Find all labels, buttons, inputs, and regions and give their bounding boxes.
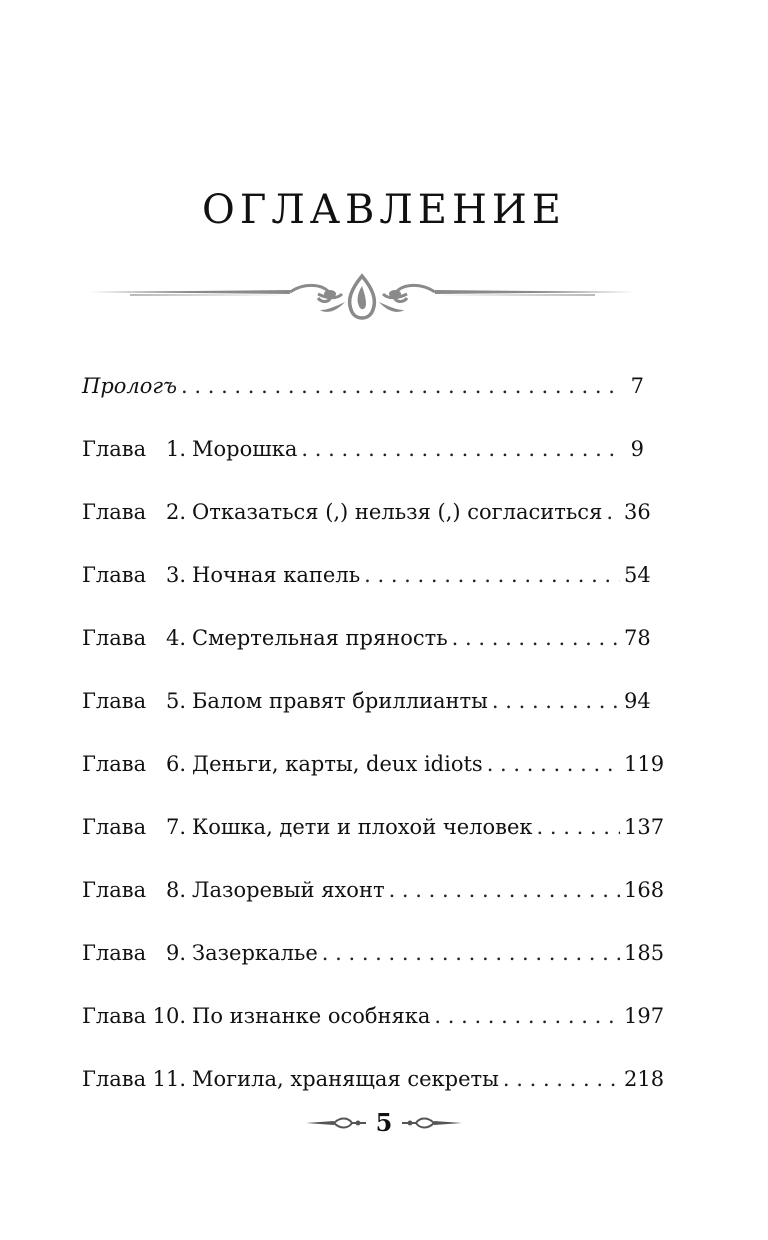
toc-entry bbox=[82, 985, 665, 1048]
toc-entry-page: 9 bbox=[630, 437, 644, 461]
toc-entry-page: 36 bbox=[624, 500, 651, 524]
toc-entry-page: 218 bbox=[624, 1067, 665, 1091]
toc-entry-page: 7 bbox=[630, 374, 644, 398]
toc-entry-label: Кошка, дети и плохой человек bbox=[192, 815, 533, 839]
dot-leader bbox=[492, 670, 620, 733]
page-number: 5 bbox=[375, 1108, 393, 1137]
toc-entry bbox=[82, 1048, 665, 1111]
toc-entry-page: 78 bbox=[624, 626, 651, 650]
toc-entry-prefix: Глава bbox=[82, 500, 147, 524]
toc-entry-label: Смертельная пряность bbox=[192, 626, 448, 650]
toc-entry-label: Прологъ bbox=[82, 374, 178, 398]
toc-entry-number: 7. bbox=[165, 815, 186, 839]
flourish-right-icon bbox=[402, 1115, 462, 1131]
toc-entry-prefix: Глава bbox=[82, 815, 147, 839]
toc-entry-page: 168 bbox=[624, 878, 665, 902]
toc-entry-prefix: Глава bbox=[82, 752, 147, 776]
toc-entry-label: Зазеркалье bbox=[192, 941, 318, 965]
toc-entry-number: 4. bbox=[165, 626, 186, 650]
toc-entry bbox=[82, 922, 665, 985]
flourish-left-icon bbox=[306, 1115, 366, 1131]
toc-entry-number: 11. bbox=[152, 1067, 186, 1091]
toc-entry bbox=[82, 670, 651, 733]
dot-leader bbox=[537, 796, 620, 859]
toc-entry-prefix: Глава bbox=[82, 563, 147, 587]
dot-leader bbox=[487, 733, 620, 796]
toc-entry bbox=[82, 481, 651, 544]
toc-entry-page: 197 bbox=[624, 1004, 665, 1028]
toc-entry-label: По изнанке особняка bbox=[192, 1004, 431, 1028]
dot-leader bbox=[322, 922, 620, 985]
dot-leader bbox=[364, 544, 620, 607]
toc-entry-prefix: Глава bbox=[82, 626, 147, 650]
toc-entry bbox=[82, 418, 644, 481]
toc-entry-number: 2. bbox=[165, 500, 186, 524]
dot-leader bbox=[606, 481, 620, 544]
toc-entry bbox=[82, 733, 665, 796]
toc-entry-page: 119 bbox=[624, 752, 665, 776]
toc-entry-label: Морошка bbox=[192, 437, 298, 461]
table-of-contents bbox=[82, 355, 665, 1111]
toc-entry bbox=[82, 544, 651, 607]
toc-entry-label: Отказаться (,) нельзя (,) согласиться bbox=[192, 500, 603, 524]
toc-entry-number: 3. bbox=[165, 563, 186, 587]
toc-entry-number: 1. bbox=[165, 437, 186, 461]
dot-leader bbox=[301, 418, 620, 481]
toc-entry-number: 6. bbox=[165, 752, 186, 776]
toc-entry-prefix: Глава bbox=[82, 941, 147, 965]
toc-entry-prefix: Глава bbox=[82, 1067, 147, 1091]
toc-entry-label: Лазоревый яхонт bbox=[192, 878, 385, 902]
toc-entry-page: 137 bbox=[624, 815, 665, 839]
toc-entry bbox=[82, 607, 651, 670]
toc-entry-number: 9. bbox=[165, 941, 186, 965]
toc-entry-label: Могила, хранящая секреты bbox=[192, 1067, 499, 1091]
toc-entry-page: 94 bbox=[624, 689, 651, 713]
dot-leader bbox=[389, 859, 620, 922]
toc-entry-prefix: Глава bbox=[82, 878, 147, 902]
toc-entry-label: Деньги, карты, deux idiots bbox=[192, 752, 483, 776]
dot-leader bbox=[434, 985, 620, 1048]
dot-leader bbox=[181, 355, 620, 418]
toc-entry-page: 54 bbox=[624, 563, 651, 587]
toc-entry bbox=[82, 796, 665, 859]
page-title: ОГЛАВЛЕНИЕ bbox=[202, 186, 566, 233]
dot-leader bbox=[452, 607, 620, 670]
toc-entry-number: 5. bbox=[165, 689, 186, 713]
toc-entry bbox=[82, 355, 644, 418]
toc-entry-number: 10. bbox=[152, 1004, 186, 1028]
toc-entry-label: Балом правят бриллианты bbox=[192, 689, 488, 713]
page-footer bbox=[0, 1108, 768, 1137]
toc-entry-prefix: Глава bbox=[82, 437, 147, 461]
dot-leader bbox=[503, 1048, 620, 1111]
toc-entry-label: Ночная капель bbox=[192, 563, 361, 587]
scroll-ornament-icon bbox=[90, 272, 635, 332]
toc-entry-prefix: Глава bbox=[82, 1004, 147, 1028]
toc-entry-number: 8. bbox=[165, 878, 186, 902]
toc-entry bbox=[82, 859, 665, 922]
toc-entry-page: 185 bbox=[624, 941, 665, 965]
toc-entry-prefix: Глава bbox=[82, 689, 147, 713]
